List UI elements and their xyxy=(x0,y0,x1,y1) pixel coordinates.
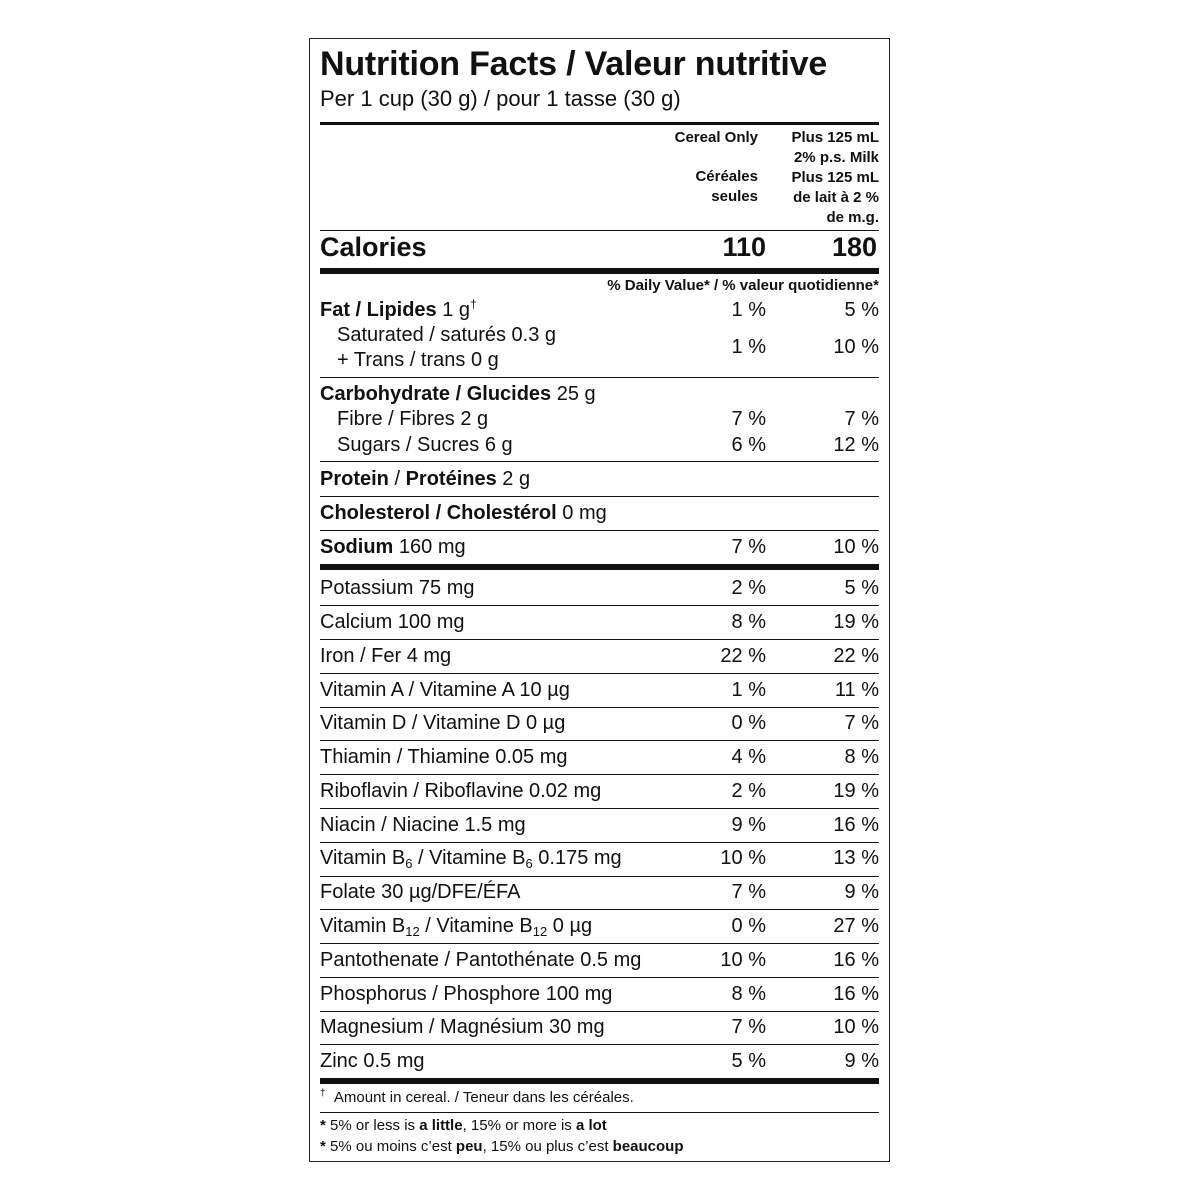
nutrient-label: Potassium 75 mg xyxy=(320,577,475,599)
micronutrient-row xyxy=(320,710,879,736)
nutrient-cereal-dv: 9 % xyxy=(731,814,766,836)
nutrient-milk-dv: 27 % xyxy=(833,915,879,937)
calories-label: Calories xyxy=(320,232,427,262)
divider xyxy=(320,1078,879,1084)
nutrient-label: Vitamin D / Vitamine D 0 µg xyxy=(320,712,566,734)
micronutrient-row xyxy=(320,744,879,770)
micronutrient-row xyxy=(320,1048,879,1074)
fibre-row xyxy=(320,406,879,432)
nutrient-milk-dv: 16 % xyxy=(833,983,879,1005)
divider xyxy=(320,605,879,606)
nutrient-milk-dv: 7 % xyxy=(844,712,879,734)
sugars-row xyxy=(320,432,879,458)
nutrient-cereal-dv: 2 % xyxy=(731,780,766,802)
divider xyxy=(320,977,879,978)
divider xyxy=(320,530,879,531)
nutrient-label: Calcium 100 mg xyxy=(320,611,465,633)
fat-milk-dv: 5 % xyxy=(844,299,879,321)
divider xyxy=(320,1011,879,1012)
divider xyxy=(320,842,879,843)
nutrition-facts-label xyxy=(309,38,890,1162)
protein-label-fr: Protéines xyxy=(405,468,497,490)
column-milk-en-1: Plus 125 mL xyxy=(791,129,879,146)
dagger-footnote-text: Amount in cereal. / Teneur dans les céréales. xyxy=(333,1089,634,1106)
footnote-text: , 15% or more is xyxy=(462,1117,576,1134)
vitamin-b12-label-part: / Vitamine B xyxy=(419,915,533,937)
divider xyxy=(320,1112,879,1113)
divider xyxy=(320,122,879,125)
column-milk-en-2: 2% p.s. Milk xyxy=(793,149,879,166)
nutrient-label: Vitamin A / Vitamine A 10 µg xyxy=(320,679,570,701)
protein-sep: / xyxy=(388,468,406,490)
column-cereal-only-heading xyxy=(675,128,758,207)
saturated-milk-dv: 10 % xyxy=(833,336,879,358)
sodium-cereal-dv: 7 % xyxy=(731,536,766,558)
nutrient-cereal-dv: 8 % xyxy=(731,983,766,1005)
column-cereal-en: Cereal Only xyxy=(674,129,758,146)
nutrient-label: Pantothenate / Pantothénate 0.5 mg xyxy=(320,949,642,971)
saturated-cereal-dv: 1 % xyxy=(731,336,766,358)
nutrient-label: Iron / Fer 4 mg xyxy=(320,645,452,667)
fibre-cereal-dv: 7 % xyxy=(731,408,766,430)
column-milk-fr-2: de lait à 2 % xyxy=(793,189,879,206)
nutrient-cereal-dv: 4 % xyxy=(731,746,766,768)
nutrient-milk-dv: 22 % xyxy=(833,645,879,667)
sodium-amount: 160 mg xyxy=(398,536,466,558)
vitamin-b6-amount: 0.175 mg xyxy=(532,847,622,869)
footnote-emphasis: a little xyxy=(419,1117,463,1134)
sodium-milk-dv: 10 % xyxy=(833,536,879,558)
calories-cereal: 110 xyxy=(722,232,766,262)
cholesterol-amount: 0 mg xyxy=(562,502,607,524)
footnote-text: 5% or less is xyxy=(325,1117,420,1134)
micronutrient-row xyxy=(320,677,879,703)
nutrient-cereal-dv: 22 % xyxy=(720,645,766,667)
daily-value-header: % Daily Value* / % valeur quotidienne* xyxy=(607,277,879,294)
micronutrient-row xyxy=(320,947,879,973)
micronutrient-row xyxy=(320,575,879,601)
protein-label-en: Protein xyxy=(320,468,389,490)
nutrient-cereal-dv: 8 % xyxy=(731,611,766,633)
fibre-milk-dv: 7 % xyxy=(844,408,879,430)
nutrient-cereal-dv: 10 % xyxy=(720,949,766,971)
divider xyxy=(320,639,879,640)
micronutrient-row xyxy=(320,643,879,669)
serving-size: Per 1 cup (30 g) / pour 1 tasse (30 g) xyxy=(320,86,681,111)
nutrient-milk-dv: 9 % xyxy=(844,1050,879,1072)
divider xyxy=(320,740,879,741)
sugars-milk-dv: 12 % xyxy=(833,434,879,456)
footnote-emphasis: a lot xyxy=(575,1117,607,1134)
dagger-mark: † xyxy=(470,297,477,311)
nutrient-cereal-dv: 5 % xyxy=(731,1050,766,1072)
fat-amount: 1 g xyxy=(442,299,471,321)
nutrient-milk-dv: 5 % xyxy=(844,577,879,599)
sodium-label: Sodium xyxy=(320,536,394,558)
cholesterol-row xyxy=(320,500,879,526)
divider xyxy=(320,707,879,708)
micronutrient-row xyxy=(320,609,879,635)
micronutrient-row xyxy=(320,812,879,838)
nutrient-cereal-dv: 7 % xyxy=(731,881,766,903)
nutrient-milk-dv: 16 % xyxy=(833,949,879,971)
subscript: 12 xyxy=(405,924,420,939)
saturated-label: Saturated / saturés 0.3 g xyxy=(337,324,557,346)
fat-cereal-dv: 1 % xyxy=(731,299,766,321)
dagger-mark: † xyxy=(320,1088,326,1099)
nutrient-milk-dv: 19 % xyxy=(833,780,879,802)
nutrient-milk-dv: 10 % xyxy=(833,1016,879,1038)
fat-row xyxy=(320,297,879,323)
nutrient-label: Niacin / Niacine 1.5 mg xyxy=(320,814,526,836)
divider xyxy=(320,564,879,570)
footnote-text: 5% ou moins c’est xyxy=(325,1138,456,1155)
divider xyxy=(320,808,879,809)
nutrient-label: Riboflavin / Riboflavine 0.02 mg xyxy=(320,780,602,802)
nutrient-label: Phosphorus / Phosphore 100 mg xyxy=(320,983,613,1005)
nutrient-milk-dv: 19 % xyxy=(833,611,879,633)
divider xyxy=(320,230,879,231)
fat-label: Fat / Lipides xyxy=(320,299,437,321)
label-title: Nutrition Facts / Valeur nutritive xyxy=(320,45,828,83)
nutrient-label: Folate 30 µg/DFE/ÉFA xyxy=(320,881,521,903)
footnote-emphasis: peu xyxy=(455,1138,483,1155)
nutrient-label: Thiamin / Thiamine 0.05 mg xyxy=(320,746,568,768)
vitamin-b6-label-part: / Vitamine B xyxy=(412,847,526,869)
vitamin-b12-amount: 0 µg xyxy=(547,915,593,937)
nutrient-milk-dv: 13 % xyxy=(833,847,879,869)
protein-amount: 2 g xyxy=(502,468,531,490)
nutrient-label: Zinc 0.5 mg xyxy=(320,1050,425,1072)
column-milk-fr-1: Plus 125 mL xyxy=(791,169,879,186)
footnote-english xyxy=(320,1117,607,1134)
vitamin-b6-label-part: Vitamin B xyxy=(320,847,406,869)
cholesterol-label: Cholesterol / Cholestérol xyxy=(320,502,557,524)
column-milk-fr-3: de m.g. xyxy=(826,209,879,226)
vitamin-b12-label-part: Vitamin B xyxy=(320,915,406,937)
nutrient-cereal-dv: 1 % xyxy=(731,679,766,701)
trans-label: + Trans / trans 0 g xyxy=(337,349,499,371)
nutrient-cereal-dv: 0 % xyxy=(731,712,766,734)
asterisk: * xyxy=(320,1138,326,1155)
column-cereal-fr-2: seules xyxy=(711,188,758,205)
nutrient-milk-dv: 16 % xyxy=(833,814,879,836)
divider xyxy=(320,461,879,462)
divider xyxy=(320,1044,879,1045)
nutrient-label xyxy=(320,913,592,939)
divider xyxy=(320,774,879,775)
fibre-label: Fibre / Fibres 2 g xyxy=(337,408,489,430)
dagger-footnote xyxy=(320,1089,634,1106)
subscript: 6 xyxy=(525,856,533,871)
nutrient-cereal-dv: 10 % xyxy=(720,847,766,869)
subscript: 6 xyxy=(405,856,413,871)
subscript: 12 xyxy=(532,924,548,939)
divider xyxy=(320,268,879,274)
carbohydrate-row xyxy=(320,381,879,407)
divider xyxy=(320,673,879,674)
micronutrient-row xyxy=(320,913,879,939)
divider xyxy=(320,909,879,910)
column-with-milk-heading xyxy=(791,128,879,228)
nutrient-milk-dv: 9 % xyxy=(844,881,879,903)
footnote-french xyxy=(320,1138,684,1155)
nutrient-label xyxy=(320,845,622,871)
divider xyxy=(320,876,879,877)
footnote-emphasis: beaucoup xyxy=(612,1138,684,1155)
nutrient-label: Magnesium / Magnésium 30 mg xyxy=(320,1016,605,1038)
sodium-row xyxy=(320,534,879,560)
protein-row xyxy=(320,466,879,492)
footnote-text: , 15% ou plus c’est xyxy=(482,1138,613,1155)
sugars-cereal-dv: 6 % xyxy=(731,434,766,456)
divider xyxy=(320,377,879,378)
nutrient-cereal-dv: 0 % xyxy=(731,915,766,937)
carbohydrate-label: Carbohydrate / Glucides xyxy=(320,383,552,405)
divider xyxy=(320,496,879,497)
saturated-trans-values xyxy=(320,334,879,360)
sugars-label: Sugars / Sucres 6 g xyxy=(337,434,513,456)
asterisk: * xyxy=(320,1117,326,1134)
column-cereal-fr-1: Céréales xyxy=(695,168,758,185)
carbohydrate-amount: 25 g xyxy=(556,383,596,405)
nutrient-milk-dv: 11 % xyxy=(834,679,879,701)
nutrient-cereal-dv: 2 % xyxy=(731,577,766,599)
micronutrient-row xyxy=(320,845,879,871)
divider xyxy=(320,943,879,944)
nutrient-milk-dv: 8 % xyxy=(844,746,879,768)
calories-with-milk: 180 xyxy=(831,232,877,262)
micronutrient-row xyxy=(320,1014,879,1040)
micronutrient-row xyxy=(320,778,879,804)
micronutrient-row xyxy=(320,981,879,1007)
micronutrient-row xyxy=(320,879,879,905)
nutrient-cereal-dv: 7 % xyxy=(731,1016,766,1038)
